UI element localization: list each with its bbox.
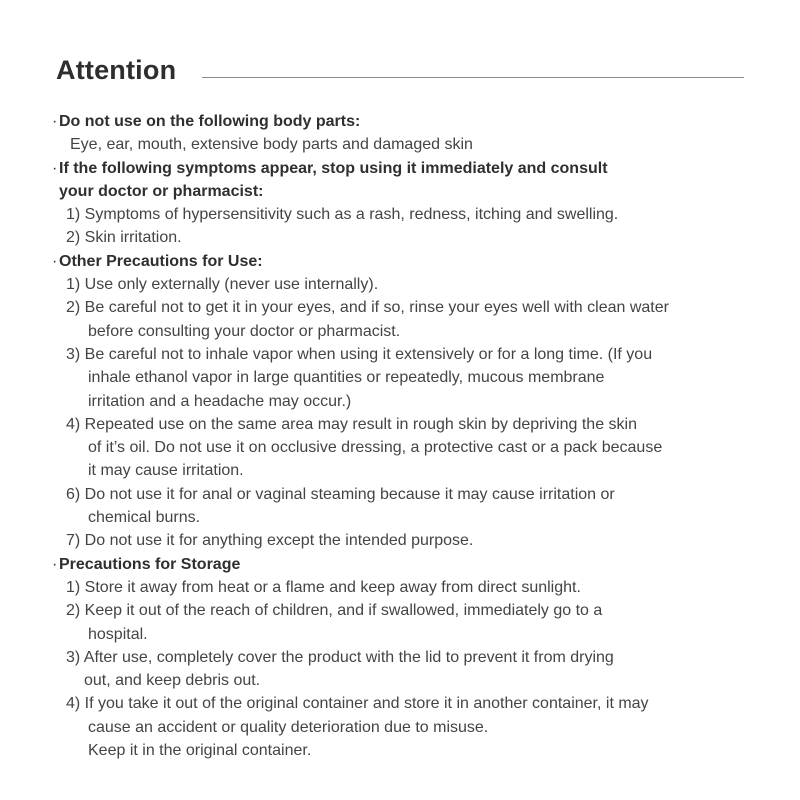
- page-title: Attention: [56, 55, 177, 85]
- text-line: [52, 390, 764, 413]
- line-text: 7) Do not use it for anything except the intended purpose.: [66, 532, 474, 550]
- line-text: chemical burns.: [88, 509, 201, 527]
- line-text: your doctor or pharmacist:: [59, 182, 264, 200]
- line-text: before consulting your doctor or pharmacist.: [88, 322, 401, 340]
- text-line: [52, 739, 764, 762]
- line-text: cause an accident or quality deterioration due to misuse.: [88, 718, 489, 736]
- text-line: [52, 669, 764, 692]
- line-text: hospital.: [88, 625, 148, 643]
- line-text: 3) Be careful not to inhale vapor when using it extensively or for a long time. (If you: [66, 345, 653, 363]
- bullet-dot: ·: [52, 252, 58, 270]
- line-text: 2) Skin irritation.: [66, 229, 182, 247]
- text-line: [52, 623, 764, 646]
- line-text: 4) If you take it out of the original container and store it in another container, it may: [66, 695, 649, 713]
- line-text: 2) Be careful not to get it in your eyes, and if so, rinse your eyes well with clean water: [66, 299, 669, 317]
- text-line: [52, 413, 764, 436]
- text-line: [52, 483, 764, 506]
- section-heading: [52, 180, 764, 203]
- line-text: inhale ethanol vapor in large quantities or repeatedly, mucous membrane: [88, 369, 605, 387]
- section-heading: [52, 250, 764, 273]
- title-divider: [202, 77, 744, 78]
- text-line: [52, 436, 764, 459]
- text-line: [52, 692, 764, 715]
- line-text: 1) Symptoms of hypersensitivity such as a rash, redness, itching and swelling.: [66, 206, 619, 224]
- line-text: of it’s oil. Do not use it on occlusive dressing, a protective cast or a pack because: [88, 439, 663, 457]
- bullet-dot: ·: [52, 113, 58, 130]
- line-text: 1) Store it away from heat or a flame and keep away from direct sunlight.: [66, 578, 581, 596]
- text-line: [52, 716, 764, 739]
- line-text: out, and keep debris out.: [84, 672, 261, 690]
- attention-header: [56, 52, 744, 88]
- text-line: [52, 133, 764, 156]
- text-line: [52, 646, 764, 669]
- text-line: [52, 343, 764, 366]
- text-line: [52, 226, 764, 249]
- text-line: [52, 273, 764, 296]
- text-line: [52, 459, 764, 482]
- line-text: it may cause irritation.: [88, 462, 244, 480]
- line-text: Do not use on the following body parts:: [59, 113, 361, 130]
- section-heading: [52, 110, 764, 133]
- line-text: Keep it in the original container.: [88, 742, 312, 760]
- line-text: 2) Keep it out of the reach of children, and if swallowed, immediately go to a: [66, 602, 603, 620]
- line-text: If the following symptoms appear, stop using it immediately and consult: [59, 159, 608, 177]
- bullet-dot: ·: [52, 159, 58, 177]
- text-line: [52, 576, 764, 599]
- line-text: Precautions for Storage: [59, 555, 241, 573]
- text-line: [52, 203, 764, 226]
- section-heading: [52, 157, 764, 180]
- line-text: Other Precautions for Use:: [59, 252, 263, 270]
- text-line: [52, 296, 764, 319]
- text-line: [52, 529, 764, 552]
- line-text: Eye, ear, mouth, extensive body parts and damaged skin: [70, 136, 473, 154]
- text-line: [52, 320, 764, 343]
- text-line: [52, 366, 764, 389]
- line-text: irritation and a headache may occur.): [88, 392, 352, 410]
- line-text: 6) Do not use it for anal or vaginal steaming because it may cause irritation or: [66, 485, 615, 503]
- text-line: [52, 506, 764, 529]
- line-text: 4) Repeated use on the same area may result in rough skin by depriving the skin: [66, 415, 637, 433]
- line-text: 1) Use only externally (never use internally).: [66, 276, 379, 294]
- precautions-list: [52, 110, 764, 762]
- line-text: 3) After use, completely cover the product with the lid to prevent it from drying: [66, 648, 614, 666]
- text-line: [52, 599, 764, 622]
- bullet-dot: ·: [52, 555, 58, 573]
- section-heading: [52, 553, 764, 576]
